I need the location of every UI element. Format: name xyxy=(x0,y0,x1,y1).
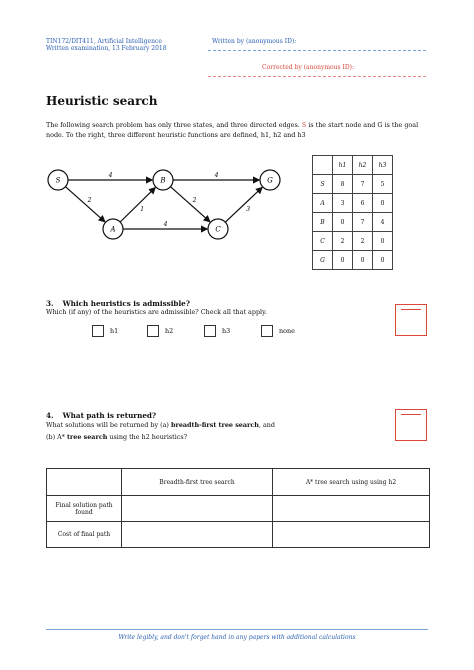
graph-node-label-B: B xyxy=(160,176,166,185)
intro-start-node: S xyxy=(301,121,307,129)
heuristic-value: 2 xyxy=(333,232,353,251)
answer-cell-astar-cost[interactable] xyxy=(273,522,430,548)
graph-edge-weight-A-C: 4 xyxy=(163,221,168,228)
graph-edge-weight-C-G: 3 xyxy=(246,205,251,213)
graph-edge-A-B xyxy=(120,188,155,222)
q3-option-h2[interactable] xyxy=(147,325,173,337)
graph-edge-weight-B-G: 4 xyxy=(214,172,219,179)
heuristic-value: 0 xyxy=(333,213,353,232)
q3-score-line xyxy=(401,309,421,310)
q3-option-label: h3 xyxy=(222,327,231,335)
corrected-by-line xyxy=(208,76,426,77)
q3-checkbox[interactable] xyxy=(204,325,216,337)
heuristic-value: 3 xyxy=(333,194,353,213)
graph-node-label-G: G xyxy=(267,176,273,185)
heuristic-row-state: C xyxy=(313,232,333,251)
heuristic-value: 0 xyxy=(373,251,393,270)
q3-option-h3[interactable] xyxy=(204,325,230,337)
graph-edge-S-A xyxy=(65,187,104,222)
answer-header-bfs: Breadth-first tree search xyxy=(122,469,273,496)
q4-line1-after: , and xyxy=(258,421,276,429)
section-title: Heuristic search xyxy=(46,94,158,108)
q4-line2-before: (b) A* xyxy=(46,433,65,441)
q4-score-line xyxy=(401,414,421,415)
heuristic-table xyxy=(312,155,393,270)
intro-subscripts: 1, h2 and h3 xyxy=(264,131,306,139)
graph-edge-weight-S-A: 2 xyxy=(87,197,92,205)
q3-checkbox[interactable] xyxy=(261,325,273,337)
written-by-line xyxy=(208,50,426,51)
heuristic-value: 0 xyxy=(333,251,353,270)
search-graph xyxy=(38,160,290,242)
answer-table xyxy=(46,468,430,548)
heuristic-value: 4 xyxy=(373,213,393,232)
footer-rule xyxy=(46,629,428,630)
heuristic-value: 6 xyxy=(353,194,373,213)
intro-paragraph xyxy=(46,120,428,140)
heuristic-value: 0 xyxy=(353,251,373,270)
q4-prompt-line1 xyxy=(46,420,275,430)
footer-note: Write legibly, and don't forget hand in any papers with additional calculations xyxy=(118,634,356,641)
graph-edge-C-G xyxy=(225,188,262,223)
heuristic-header-cell: h1 xyxy=(333,156,353,175)
corrected-by-label: Corrected by (anonymous ID): xyxy=(262,64,355,71)
q4-number: 4. xyxy=(46,411,54,420)
heuristic-value: 0 xyxy=(373,194,393,213)
q4-score-box[interactable] xyxy=(395,409,427,441)
q4-prompt-line2 xyxy=(46,432,187,442)
q3-checkbox[interactable] xyxy=(147,325,159,337)
q3-option-none[interactable] xyxy=(261,325,295,337)
q4-line2-bold: tree search xyxy=(66,433,108,441)
q3-score-box[interactable] xyxy=(395,304,427,336)
graph-node-label-C: C xyxy=(215,225,221,234)
heuristic-row xyxy=(313,213,393,232)
heuristic-value: 7 xyxy=(353,213,373,232)
answer-header-astar: A* tree search using using h2 xyxy=(273,469,430,496)
graph-edge-B-C xyxy=(170,187,209,222)
q3-option-label: h2 xyxy=(165,327,174,335)
written-by-label: Written by (anonymous ID): xyxy=(212,38,297,45)
intro-text-after: is the start node and G is the goal node. To the right, three different heuristic functions are defined, h xyxy=(46,121,419,139)
heuristic-value: 5 xyxy=(373,175,393,194)
heuristic-row xyxy=(313,232,393,251)
q3-option-label: h1 xyxy=(110,327,119,335)
heuristic-row-state: A xyxy=(313,194,333,213)
heuristic-row xyxy=(313,251,393,270)
heuristic-row xyxy=(313,194,393,213)
heuristic-value: 7 xyxy=(353,175,373,194)
q3-option-label: none xyxy=(279,327,295,335)
heuristic-header-cell: h3 xyxy=(373,156,393,175)
answer-cell-bfs-cost[interactable] xyxy=(122,522,273,548)
q4-title: What path is returned? xyxy=(62,411,157,420)
answer-cell-astar-path[interactable] xyxy=(273,496,430,522)
q3-number: 3. xyxy=(46,299,54,308)
graph-edge-weight-S-B: 4 xyxy=(108,172,113,179)
q3-prompt: Which (if any) of the heuristics are admissible? Check all that apply. xyxy=(46,308,267,316)
graph-node-label-S: S xyxy=(55,176,61,185)
heuristic-row xyxy=(313,175,393,194)
q4-line1-bold: breadth-first tree search xyxy=(170,421,259,429)
heuristic-row-state: B xyxy=(313,213,333,232)
graph-node-label-A: A xyxy=(110,225,116,234)
answer-cell-bfs-path[interactable] xyxy=(122,496,273,522)
answer-row-label-cost: Cost of final path xyxy=(47,522,122,548)
q3-checkbox[interactable] xyxy=(92,325,104,337)
heuristic-value: 0 xyxy=(373,232,393,251)
q3-title: Which heuristics is admissible? xyxy=(62,299,190,308)
q4-line2-after: using the h2 heuristics? xyxy=(109,433,188,441)
intro-text-before: The following search problem has only three states, and three directed edges. xyxy=(46,121,300,129)
heuristic-value: 8 xyxy=(333,175,353,194)
answer-row-label-path: Final solution path found xyxy=(47,496,122,522)
heuristic-header-cell: h2 xyxy=(353,156,373,175)
heuristic-header-row xyxy=(313,156,393,175)
graph-edge-weight-B-C: 2 xyxy=(192,197,197,205)
exam-date: Written examination, 13 February 2018 xyxy=(46,45,167,52)
graph-edge-weight-A-B: 1 xyxy=(140,205,145,213)
answer-table-corner xyxy=(47,469,122,496)
heuristic-row-state: G xyxy=(313,251,333,270)
heuristic-row-state: S xyxy=(313,175,333,194)
heuristic-value: 2 xyxy=(353,232,373,251)
heuristic-header-cell xyxy=(313,156,333,175)
q4-line1-before: What solutions will be returned by (a) xyxy=(46,421,169,429)
q3-option-h1[interactable] xyxy=(92,325,118,337)
course-name: TIN172/DIT411, Artificial Intelligence xyxy=(46,38,162,45)
